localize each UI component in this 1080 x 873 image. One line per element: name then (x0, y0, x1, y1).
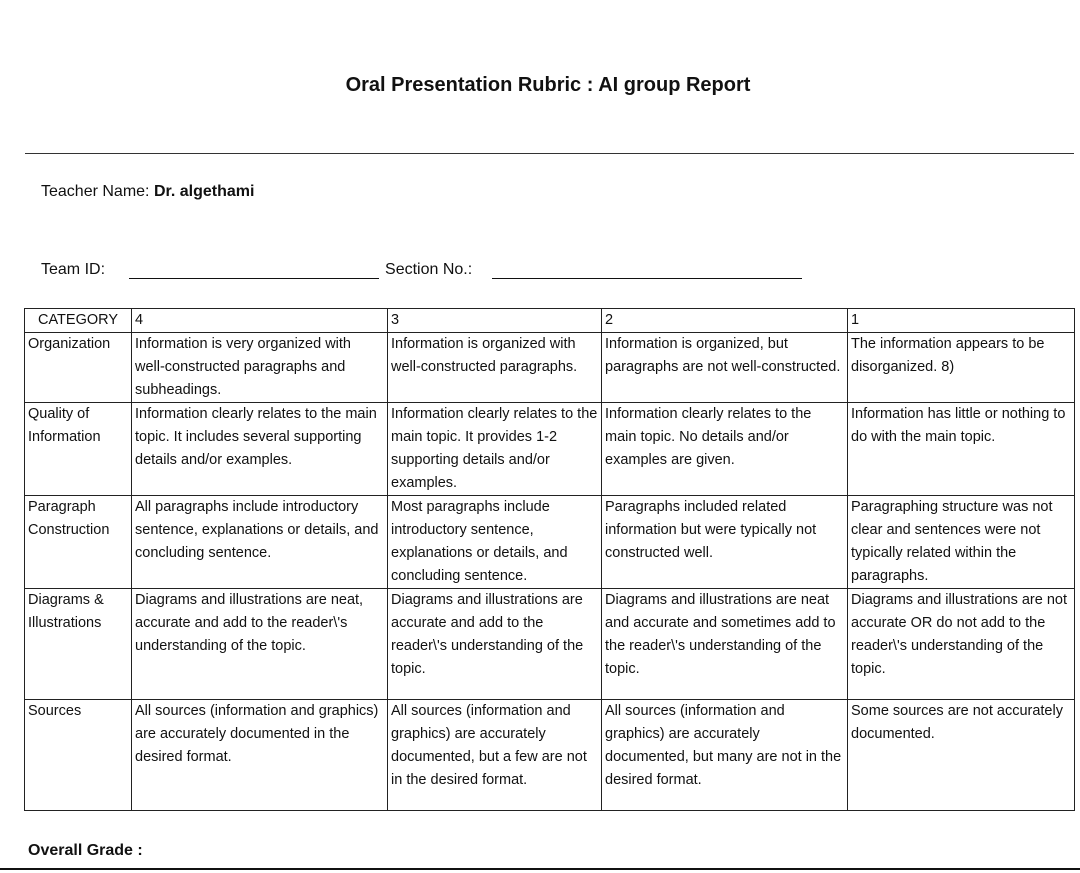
criteria-cell-1: Diagrams and illustrations are not accurate OR do not add to the reader\'s understanding of the topic. (848, 589, 1075, 700)
teacher-name-value: Dr. algethami (153, 183, 255, 200)
category-cell: Quality of Information (25, 403, 132, 496)
team-section-line (41, 260, 802, 279)
category-cell: Sources (25, 700, 132, 811)
page-title: Oral Presentation Rubric : AI group Report (345, 74, 751, 96)
criteria-cell-2: Diagrams and illustrations are neat and accurate and sometimes add to the reader\'s understanding of the topic. (602, 589, 848, 700)
header-score-3: 3 (388, 309, 602, 333)
section-label: Section No.: (385, 261, 473, 278)
rubric-row-organization (25, 333, 1075, 403)
header-category: CATEGORY (25, 309, 132, 333)
criteria-cell-4: All paragraphs include introductory sentence, explanations or details, and concluding sentence. (132, 496, 388, 589)
header-divider (25, 153, 1074, 154)
criteria-cell-2: Information is organized, but paragraphs are not well-constructed. (602, 333, 848, 403)
criteria-cell-1: Paragraphing structure was not clear and sentences were not typically related within the paragraphs. (848, 496, 1075, 589)
criteria-cell-4: Diagrams and illustrations are neat, accurate and add to the reader\'s understanding of the topic. (132, 589, 388, 700)
criteria-cell-3: Information is organized with well-constructed paragraphs. (388, 333, 602, 403)
criteria-cell-3: Diagrams and illustrations are accurate and add to the reader\'s understanding of the topic. (388, 589, 602, 700)
overall-grade-label: Overall Grade : (28, 842, 143, 859)
criteria-cell-4: Information clearly relates to the main topic. It includes several supporting details and/or examples. (132, 403, 388, 496)
teacher-name-label: Teacher Name: (41, 183, 150, 200)
criteria-cell-1: Some sources are not accurately documented. (848, 700, 1075, 811)
criteria-cell-4: Information is very organized with well-constructed paragraphs and subheadings. (132, 333, 388, 403)
header-score-4: 4 (132, 309, 388, 333)
criteria-cell-2: Paragraphs included related information but were typically not constructed well. (602, 496, 848, 589)
criteria-cell-3: All sources (information and graphics) are accurately documented, but a few are not in the desired format. (388, 700, 602, 811)
category-cell: Diagrams & Illustrations (25, 589, 132, 700)
rubric-row-quality (25, 403, 1075, 496)
header-score-1: 1 (848, 309, 1075, 333)
category-cell: Organization (25, 333, 132, 403)
criteria-cell-1: Information has little or nothing to do with the main topic. (848, 403, 1075, 496)
rubric-row-diagrams (25, 589, 1075, 700)
criteria-cell-2: All sources (information and graphics) are accurately documented, but many are not in the desired format. (602, 700, 848, 811)
criteria-cell-4: All sources (information and graphics) are accurately documented in the desired format. (132, 700, 388, 811)
criteria-cell-2: Information clearly relates to the main topic. No details and/or examples are given. (602, 403, 848, 496)
bottom-divider (0, 868, 1080, 870)
category-cell: Paragraph Construction (25, 496, 132, 589)
criteria-cell-1: The information appears to be disorganized. 8) (848, 333, 1075, 403)
rubric-row-paragraph (25, 496, 1075, 589)
rubric-row-sources (25, 700, 1075, 811)
rubric-table (24, 308, 1075, 811)
criteria-cell-3: Information clearly relates to the main topic. It provides 1-2 supporting details and/or examples. (388, 403, 602, 496)
rubric-header-row (25, 309, 1075, 333)
header-score-2: 2 (602, 309, 848, 333)
section-blank[interactable] (492, 260, 802, 279)
team-id-label: Team ID: (41, 261, 106, 278)
teacher-name-line (41, 183, 254, 201)
criteria-cell-3: Most paragraphs include introductory sentence, explanations or details, and concluding sentence. (388, 496, 602, 589)
team-id-blank[interactable] (129, 260, 379, 279)
